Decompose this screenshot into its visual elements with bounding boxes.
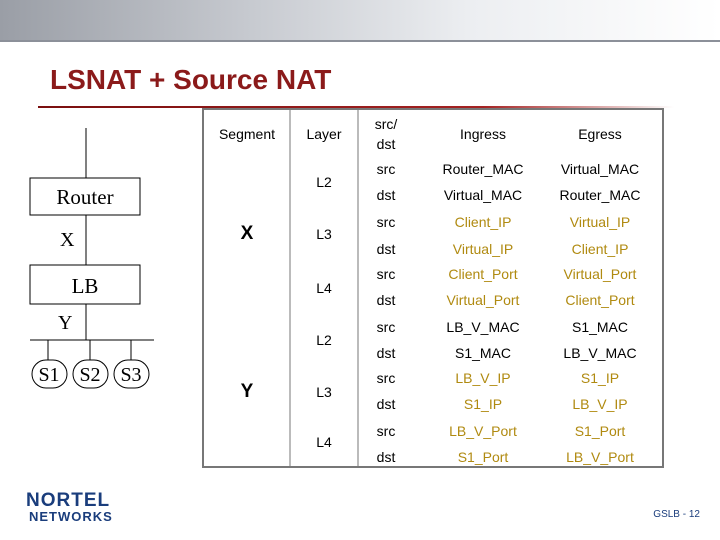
layer-cell: L2 — [316, 332, 332, 348]
ingress-cell: Virtual_MAC — [443, 187, 523, 203]
direction-cell: dst — [376, 187, 396, 203]
egress-cell: Virtual_MAC — [560, 161, 640, 177]
segment-y-cell: Y — [240, 381, 254, 402]
ingress-cell: LB_V_MAC — [446, 319, 520, 335]
header-egress: Egress — [578, 126, 622, 142]
direction-cell: dst — [376, 345, 396, 361]
egress-cell: Virtual_Port — [563, 266, 637, 282]
logo-wordmark-top: NORTEL — [26, 490, 111, 511]
header-srcdst-line2: dst — [376, 136, 396, 152]
direction-cell: src — [376, 423, 396, 439]
segment-x-label: X — [60, 229, 75, 251]
slide-title: LSNAT + Source NAT — [50, 64, 332, 95]
egress-cell: LB_V_MAC — [563, 345, 637, 361]
nortel-logo — [26, 490, 113, 524]
ingress-cell: LB_V_IP — [455, 370, 511, 386]
direction-cell: src — [376, 161, 396, 177]
egress-cell: S1_MAC — [571, 319, 629, 335]
router-label: Router — [56, 185, 114, 209]
ingress-cell: Client_Port — [448, 266, 518, 282]
logo-wordmark-bottom: NETWORKS — [29, 509, 113, 524]
ingress-cell: Virtual_Port — [446, 292, 520, 308]
layer-cell: L4 — [316, 280, 332, 296]
ingress-cell: Router_MAC — [442, 161, 524, 177]
egress-cell: Client_IP — [571, 241, 629, 257]
egress-cell: Client_Port — [565, 292, 635, 308]
layer-cell: L4 — [316, 434, 332, 450]
egress-cell: Virtual_IP — [569, 214, 631, 230]
egress-cell: S1_Port — [574, 423, 626, 439]
ingress-cell: S1_Port — [457, 449, 509, 465]
ingress-cell: S1_IP — [463, 396, 503, 412]
direction-cell: dst — [376, 292, 396, 308]
direction-cell: src — [376, 266, 396, 282]
lb-label: LB — [71, 274, 99, 298]
ingress-cell: S1_MAC — [454, 345, 512, 361]
nat-table — [202, 108, 664, 468]
page-number: GSLB - 12 — [653, 509, 700, 520]
ingress-cell: LB_V_Port — [449, 423, 517, 439]
egress-cell: Router_MAC — [559, 187, 641, 203]
segment-y-label: Y — [58, 312, 73, 334]
header-layer: Layer — [306, 126, 342, 142]
server-label-2: S2 — [79, 364, 101, 386]
header-srcdst-line1: src/ — [374, 116, 398, 132]
direction-cell: dst — [376, 241, 396, 257]
direction-cell: src — [376, 319, 396, 335]
ingress-cell: Client_IP — [454, 214, 512, 230]
direction-cell: src — [376, 370, 396, 386]
header-segment: Segment — [218, 126, 276, 142]
server-label-3: S3 — [120, 364, 142, 386]
egress-cell: LB_V_IP — [572, 396, 628, 412]
direction-cell: src — [376, 214, 396, 230]
server-label-1: S1 — [38, 364, 60, 386]
header-ingress: Ingress — [460, 126, 506, 142]
egress-cell: LB_V_Port — [566, 449, 634, 465]
layer-cell: L2 — [316, 174, 332, 190]
layer-cell: L3 — [316, 226, 332, 242]
layer-cell: L3 — [316, 384, 332, 400]
direction-cell: dst — [376, 396, 396, 412]
direction-cell: dst — [376, 449, 396, 465]
segment-x-cell: X — [240, 223, 254, 244]
egress-cell: S1_IP — [580, 370, 620, 386]
ingress-cell: Virtual_IP — [452, 241, 514, 257]
